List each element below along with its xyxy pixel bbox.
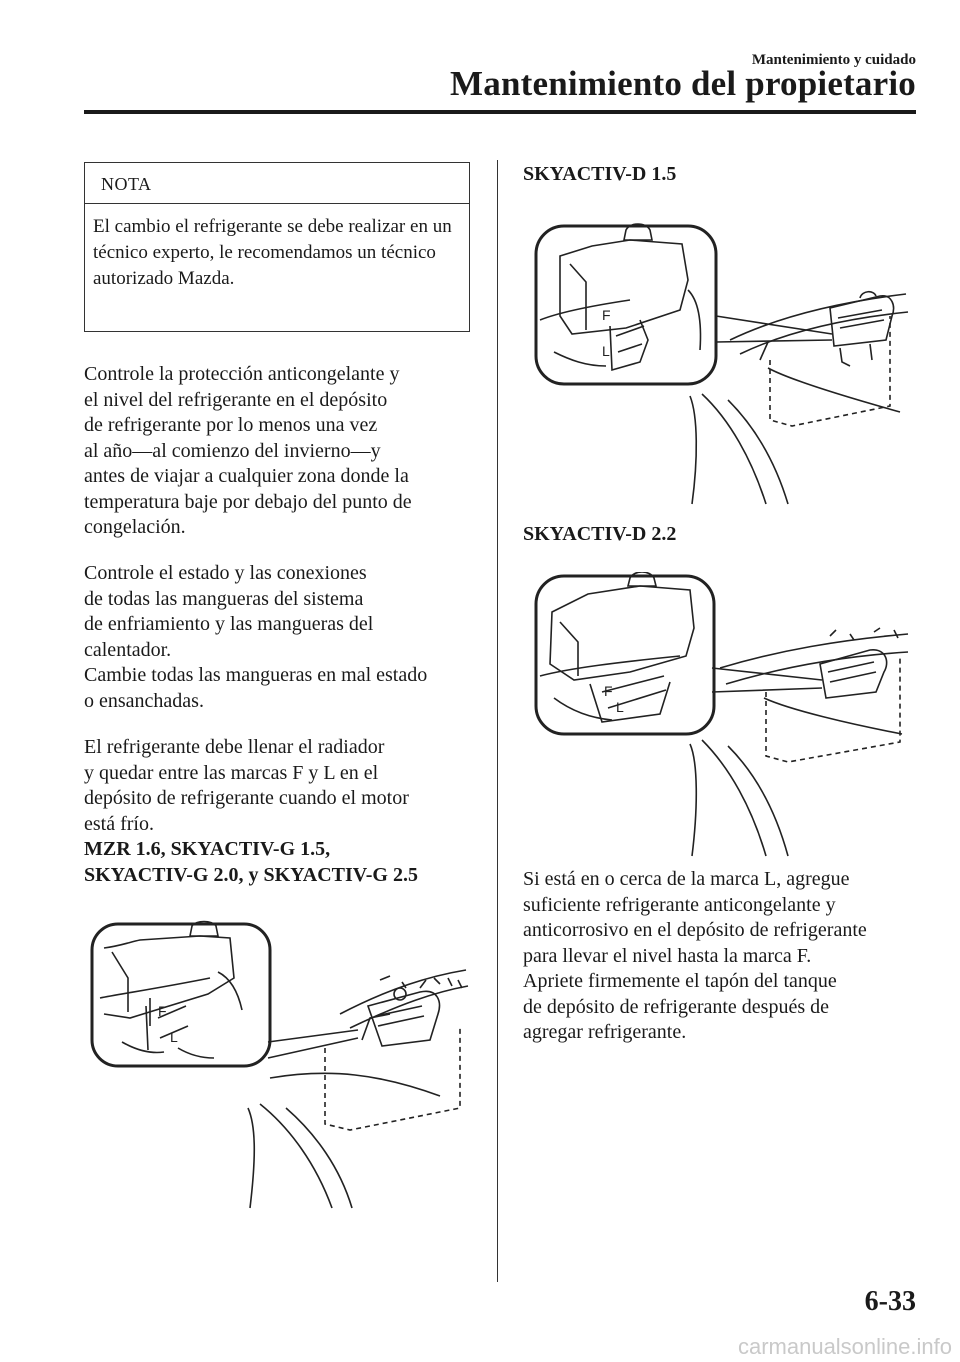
figure-label-skyactiv-d22: SKYACTIV-D 2.2: [523, 523, 677, 545]
mark-l-label-d22: L: [616, 699, 624, 715]
paragraph-coolant-level: El refrigerante debe llenar el radiador y quedar entre las marcas F y L en el depósito de refrigerante cuando el motor está frío.: [84, 736, 409, 835]
figure-label-skyactiv-d15: SKYACTIV-D 1.5: [523, 163, 677, 185]
section-header: Mantenimiento y cuidado: [751, 52, 916, 68]
note-body: El cambio el refrigerante se debe realizar en un técnico experto, le recomendamos un técnico autorizado Mazda.: [93, 216, 452, 289]
figure-label-gasoline: MZR 1.6, SKYACTIV-G 1.5, SKYACTIV-G 2.0, y SKYACTIV-G 2.5: [84, 838, 418, 886]
note-heading: NOTA: [85, 163, 469, 204]
page-number: 6-33: [864, 1286, 916, 1317]
paragraph-hoses-check: Controle el estado y las conexiones de todas las mangueras del sistema de enfriamiento y las mangueras del calentador. Cambie todas las mangueras en mal estado o ensanchadas.: [84, 562, 428, 712]
mark-l-label-d15: L: [602, 343, 610, 359]
column-divider: [497, 160, 498, 1282]
figure-coolant-reservoir-gasoline: [90, 918, 476, 1218]
mark-f-label-d22: F: [604, 683, 613, 699]
note-box: [84, 162, 470, 332]
paragraph-add-coolant: Si está en o cerca de la marca L, agregue suficiente refrigerante anticongelante y anticorrosivo en el depósito de refrigerante para llevar el nivel hasta la marca F. Apriete firmemente el tapón del tanque de depósito de refrigerante después de agregar refrigerante.: [523, 868, 867, 1043]
mark-l-label: L: [170, 1029, 178, 1045]
mark-f-label: F: [158, 1003, 167, 1019]
figure-coolant-reservoir-d15: [530, 220, 916, 508]
page-title: Mantenimiento del propietario: [450, 64, 916, 103]
mark-f-label-d15: F: [602, 307, 611, 323]
watermark: carmanualsonline.info: [737, 1334, 952, 1359]
figure-coolant-reservoir-d22: [530, 572, 916, 860]
paragraph-antifreeze-check: Controle la protección anticongelante y el nivel del refrigerante en el depósito de refrigerante por lo menos una vez al año—al comienzo del invierno—y antes de viajar a cualquier zona donde la temperatura baje por debajo del punto de congelación.: [84, 363, 412, 538]
header-divider: [84, 110, 916, 114]
